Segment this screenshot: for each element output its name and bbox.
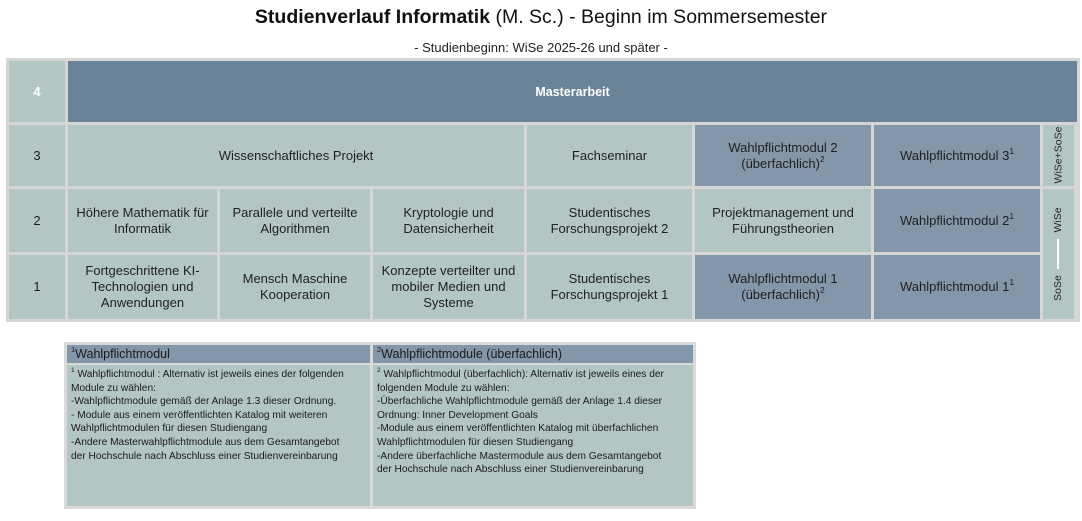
footnote-1-line: -Wahlpflichtmodule gemäß der Anlage 1.3 dieser Ordnung. (71, 396, 337, 408)
footnote-1-line: -Andere Masterwahlpflichtmodule aus dem Gesamtangebot (71, 436, 340, 448)
sidebar-connector (1057, 239, 1059, 269)
module-wahlpflicht-1: Wahlpflichtmodul $1^1$ (874, 255, 1040, 319)
footnotes-box (64, 342, 696, 509)
sidebar-label-sose: SoSe (1052, 275, 1064, 301)
module-fachseminar: Fachseminar (527, 125, 692, 186)
footnote-1-title: $^1$Wahlpflichtmodul (67, 345, 370, 363)
module-masterarbeit: Masterarbeit (68, 61, 1077, 122)
module-wissenschaftliches-projekt: Wissenschaftliches Projekt (68, 125, 524, 186)
module-fortgeschrittene-ki: Fortgeschrittene KI-Technologien und Anwendungen (68, 255, 217, 319)
footnote-2-line: der Hochschule nach Abschluss einer Studienvereinbarung (377, 464, 644, 476)
module-hoehere-mathematik: Höhere Mathematik für Informatik (68, 189, 217, 252)
module-wahlpflicht-1-ueberfachlich: Wahlpflichtmodul 1 (überfachlich)$^2$ (695, 255, 871, 319)
footnote-1-line: $^1$ Wahlpflichtmodul : Alternativ ist jeweils eines der folgenden (71, 367, 344, 380)
footnote-2-line: $^2$ Wahlpflichtmodul (überfachlich): Alternativ ist jeweils eines der (377, 367, 664, 380)
semester-2-label: 2 (9, 189, 65, 252)
sidebar-label-wise-sose: WiSe+SoSe (1052, 126, 1065, 184)
module-wahlpflicht-2-ueberfachlich: Wahlpflichtmodul 2 (überfachlich)$^2$ (695, 125, 871, 186)
module-wahlpflicht-3: Wahlpflichtmodul $3^1$ (874, 125, 1040, 186)
study-plan-grid (6, 58, 1080, 322)
semester-1-label: 1 (9, 255, 65, 319)
footnote-2-title: $^2$Wahlpflichtmodule (überfachlich) (373, 345, 693, 363)
module-verteilte-medien: Konzepte verteilter und mobiler Medien und Systeme (373, 255, 524, 319)
sidebar-semester-cycle (1043, 189, 1074, 319)
footnote-2-line: -Überfachliche Wahlpflichtmodule gemäß der Anlage 1.4 dieser (377, 396, 663, 408)
sidebar-label-wise: WiSe (1052, 207, 1064, 233)
page-subtitle: - Studienbeginn: WiSe 2025-26 und später - (414, 40, 668, 55)
footnote-2-line: -Module aus einem veröffentlichten Katalog mit überfachlichen (377, 423, 659, 435)
module-parallele-algorithmen: Parallele und verteilte Algorithmen (220, 189, 370, 252)
module-wahlpflicht-2: Wahlpflichtmodul $2^1$ (874, 189, 1040, 252)
semester-4-label: 4 (9, 61, 65, 122)
footnote-2-line: Ordnung: Inner Development Goals (377, 409, 538, 421)
footnote-1-line: Module zu wählen: (71, 382, 156, 394)
module-kryptologie: Kryptologie und Datensicherheit (373, 189, 524, 252)
footnote-1-line: Wahlpflichtmodulen für diesen Studiengang (71, 423, 268, 435)
footnote-2-line: Wahlpflichtmodulen für diesen Studiengang (377, 436, 574, 448)
module-forschungsprojekt-1: Studentisches Forschungsprojekt 1 (527, 255, 692, 319)
page-title: Studienverlauf Informatik (M. Sc.) - Beginn im Sommersemester (254, 6, 828, 28)
footnote-1-line: der Hochschule nach Abschluss einer Studienvereinbarung (71, 450, 338, 462)
module-forschungsprojekt-2: Studentisches Forschungsprojekt 2 (527, 189, 692, 252)
footnote-1-line: - Module aus einem veröffentlichten Katalog mit weiteren (71, 409, 328, 421)
sidebar-wise-sose (1043, 125, 1074, 186)
footnote-2-body (373, 365, 693, 506)
footnote-1-body (67, 365, 370, 506)
semester-3-label: 3 (9, 125, 65, 186)
module-mensch-maschine: Mensch Maschine Kooperation (220, 255, 370, 319)
footnote-2-line: -Andere überfachliche Mastermodule aus dem Gesamtangebot (377, 450, 662, 462)
module-projektmanagement: Projektmanagement und Führungstheorien (695, 189, 871, 252)
footnote-2-line: folgenden Module zu wählen: (377, 382, 510, 394)
